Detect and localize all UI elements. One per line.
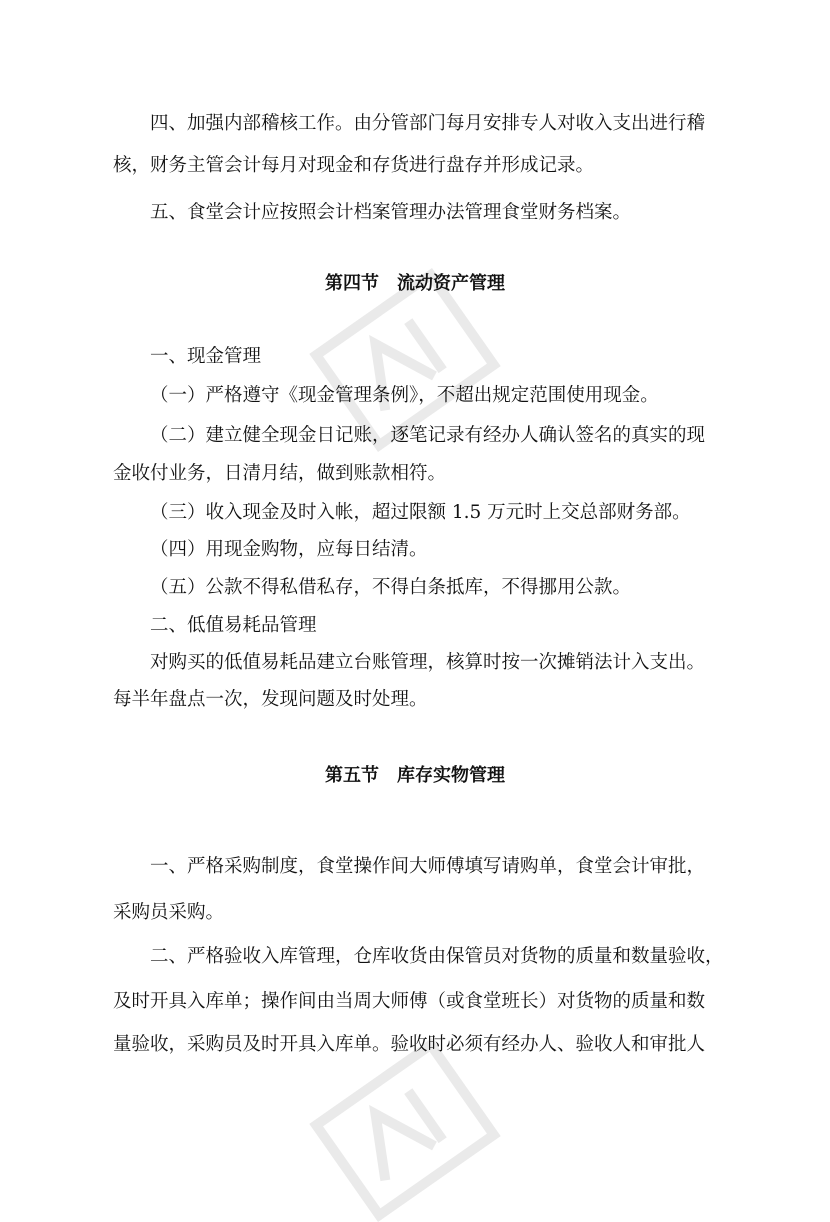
paragraph-line: 每半年盘点一次，发现问题及时处理。	[113, 689, 428, 710]
paragraph-line: 二、严格验收入库管理，仓库收货由保管员对货物的质量和数量验收，	[150, 946, 724, 967]
paragraph-line: 对购买的低值易耗品建立台账管理，核算时按一次摊销法计入支出。	[150, 652, 706, 673]
paragraph-line: 二、低值易耗品管理	[150, 615, 317, 636]
paragraph-line: 及时开具入库单；操作间由当周大师傅（或食堂班长）对货物的质量和数	[113, 991, 706, 1012]
paragraph-line: 采购员采购。	[113, 902, 225, 923]
section-heading: 第五节 库存实物管理	[325, 765, 505, 786]
watermark-logo	[309, 1038, 501, 1222]
paragraph-line: （二）建立健全现金日记账，逐笔记录有经办人确认签名的真实的现	[150, 425, 706, 446]
section-heading: 第四节 流动资产管理	[325, 273, 505, 294]
paragraph-line: 金收付业务，日清月结，做到账款相符。	[113, 463, 447, 484]
paragraph-line: 一、严格采购制度，食堂操作间大师傅填写请购单，食堂会计审批，	[150, 856, 706, 877]
paragraph-line: 五、食堂会计应按照会计档案管理办法管理食堂财务档案。	[150, 202, 632, 223]
paragraph-line: 量验收，采购员及时开具入库单。验收时必须有经办人、验收人和审批人	[113, 1034, 706, 1055]
paragraph-line: （一）严格遵守《现金管理条例》，不超出规定范围使用现金。	[150, 385, 659, 406]
paragraph-line: 一、现金管理	[150, 346, 262, 367]
paragraph-line: （三）收入现金及时入帐，超过限额 1.5 万元时上交总部财务部。	[150, 502, 691, 523]
paragraph-line: （五）公款不得私借私存，不得白条抵库，不得挪用公款。	[150, 577, 632, 598]
paragraph-line: （四）用现金购物，应每日结清。	[150, 539, 428, 560]
paragraph-line: 核，财务主管会计每月对现金和存货进行盘存并形成记录。	[113, 155, 595, 176]
paragraph-line: 四、加强内部稽核工作。由分管部门每月安排专人对收入支出进行稽	[150, 113, 706, 134]
